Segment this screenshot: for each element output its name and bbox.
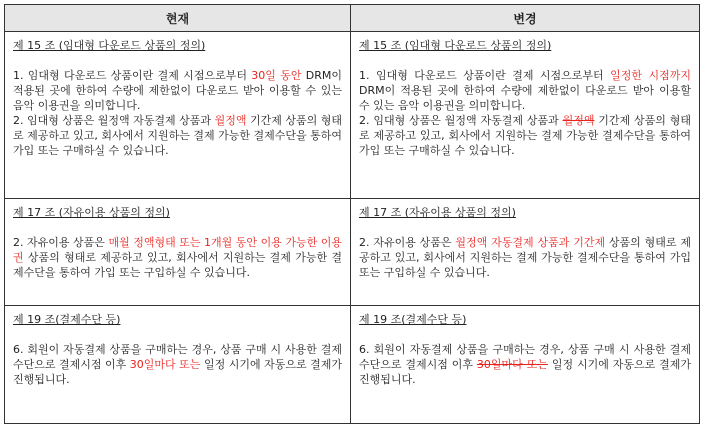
comparison-table	[4, 4, 700, 424]
clause-paragraph: 6. 회원이 자동결제 상품을 구매하는 경우, 상품 구매 시 사용한 결제수단으로 결제시점 이후 30일마다 또는 일정 시기에 자동으로 결제가 진행됩니다.	[359, 343, 691, 386]
deleted-text: 월정액	[562, 114, 595, 127]
article-title: 제 17 조 (자유이용 상품의 정의)	[13, 206, 170, 219]
highlight-text: 일정한 시점까지	[610, 69, 691, 82]
clause-paragraph: 2. 임대형 상품은 월정액 자동결제 상품과 월정액 기간제 상품의 형태로 제공하고 있고, 회사에서 지원하는 결제 가능한 결제수단을 통하여 가입 또는 구매하실 수 있습니다.	[359, 114, 691, 157]
row-divider	[5, 198, 699, 199]
cell-changed-article-19	[351, 312, 699, 387]
header-changed: 변경	[351, 5, 699, 32]
cell-changed-article-15	[351, 38, 699, 158]
cell-current-article-19	[5, 312, 350, 387]
highlight-text: 월정액	[214, 114, 247, 127]
highlight-text: 매월 정액형태 또는 1개월 동안 이용 가능한 이용권	[13, 236, 342, 264]
article-title: 제 17 조 (자유이용 상품의 정의)	[359, 206, 516, 219]
highlight-text: 월정액 자동결제 상품과 기간제	[455, 236, 606, 249]
article-title: 제 15 조 (임대형 다운로드 상품의 정의)	[13, 39, 206, 52]
highlight-text: 30일 동안	[251, 69, 302, 82]
deleted-text: 30일마다 또는	[476, 358, 548, 371]
article-title: 제 15 조 (임대형 다운로드 상품의 정의)	[359, 39, 552, 52]
clause-paragraph: 2. 자유이용 상품은 월정액 자동결제 상품과 기간제 상품의 형태로 제공하고 있고, 회사에서 지원하는 결제 가능한 결제수단을 통하여 가입 또는 구입하실 수 있습니다.	[359, 236, 691, 279]
clause-paragraph: 1. 임대형 다운로드 상품이란 결제 시점으로부터 일정한 시점까지 DRM이 적용된 곳에 한하여 수량에 제한없이 다운로드 받아 이용할 수 있는 음악 이용권을 의미합니다.	[359, 69, 691, 112]
row-divider	[5, 305, 699, 306]
article-title: 제 19 조(결제수단 등)	[13, 313, 121, 326]
cell-current-article-15	[5, 38, 350, 158]
clause-paragraph: 2. 임대형 상품은 월정액 자동결제 상품과 월정액 기간제 상품의 형태로 제공하고 있고, 회사에서 지원하는 결제 가능한 결제수단을 통하여 가입 또는 구매하실 수 있습니다.	[13, 114, 342, 157]
clause-paragraph: 6. 회원이 자동결제 상품을 구매하는 경우, 상품 구매 시 사용한 결제수단으로 결제시점 이후 30일마다 또는 일정 시기에 자동으로 결제가 진행됩니다.	[13, 343, 342, 386]
highlight-text: 30일마다 또는	[129, 358, 201, 371]
header-current: 현재	[5, 5, 350, 32]
clause-paragraph: 1. 임대형 다운로드 상품이란 결제 시점으로부터 30일 동안 DRM이 적용된 곳에 한하여 수량에 제한없이 다운로드 받아 이용할 수 있는 음악 이용권을 의미합니다.	[13, 69, 342, 112]
cell-changed-article-17	[351, 205, 699, 280]
cell-current-article-17	[5, 205, 350, 280]
article-title: 제 19 조(결제수단 등)	[359, 313, 467, 326]
clause-paragraph: 2. 자유이용 상품은 매월 정액형태 또는 1개월 동안 이용 가능한 이용권 상품의 형태로 제공하고 있고, 회사에서 지원하는 결제 가능한 결제수단을 통하여 가입 또는 구입하실 수 있습니다.	[13, 236, 342, 279]
